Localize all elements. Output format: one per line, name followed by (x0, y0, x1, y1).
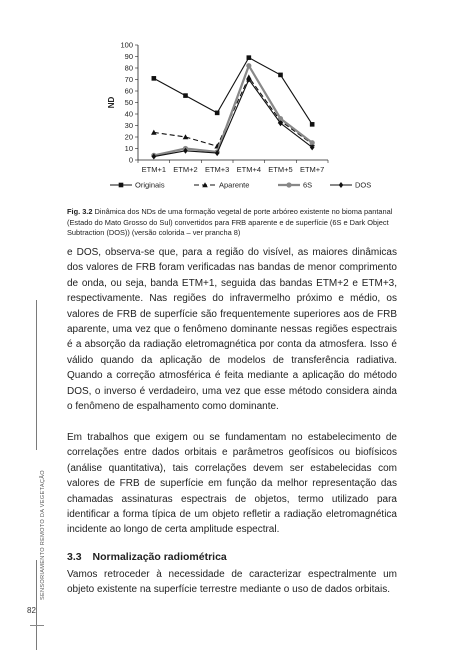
y-axis-title: ND (107, 96, 116, 109)
data-point-originais (215, 111, 220, 116)
legend-marker (119, 183, 124, 188)
x-tick-label: ETM+5 (268, 165, 293, 174)
x-tick-label: ETM+7 (299, 165, 325, 174)
section-heading (67, 551, 397, 563)
data-point-originais (152, 76, 157, 81)
x-tick-label: ETM+4 (236, 165, 262, 174)
figure-label: Fig. 3.2 (67, 207, 93, 216)
data-point-originais (183, 93, 188, 98)
series-line-originais (154, 58, 312, 125)
legend-label: Originais (135, 180, 165, 190)
page-number: 82 (27, 606, 36, 615)
section-number: 3.3 (67, 551, 82, 563)
margin-rule-bottom (36, 560, 37, 650)
paragraph-2: Em trabalhos que exigem ou se fundamentam no estabelecimento de correlações entre dados orbitais e parâmetros geofísicos ou biofísicos (análise quantitativa), tais correlações devem ser estabelecidas com valores de FRB de superfície em função da melhor representação das chamadas assinaturas espectrais de objetos, termo utilizado para identificar a forma típica de um objeto refletir a radiação eletromagnética incidente ao longo de certa amplitude espectral. (67, 432, 397, 536)
legend-marker (286, 182, 291, 187)
y-tick-label: 80 (124, 63, 133, 73)
paragraph-3: Vamos retroceder à necessidade de caracterizar espectralmente um objeto existente na superfície terrestre mediante o uso de dados orbitais. (67, 569, 397, 596)
y-tick-label: 30 (124, 121, 133, 130)
margin-rule-top (36, 300, 37, 450)
x-tick-label: ETM+2 (173, 165, 198, 174)
data-point-6s (246, 63, 251, 68)
data-point-originais (278, 73, 283, 78)
y-tick-label: 50 (124, 98, 133, 107)
x-tick-label: ETM+1 (141, 165, 167, 174)
data-point-aparente (183, 134, 189, 139)
y-tick-label: 40 (124, 109, 133, 119)
y-tick-label: 10 (124, 144, 133, 153)
figure-caption-text: Dinâmica dos NDs de uma formação vegetal de porte arbóreo existente no bioma pantanal (Estado do Mato Grosso do Sul) convertidos para FRB aparente e de superfície (6S e Dark Object Subtraction (DOS)) (versão colorida – ver prancha 8) (67, 207, 393, 238)
legend-label: 6S (303, 180, 313, 190)
data-point-originais (247, 55, 252, 60)
section-title: Normalização radiométrica (92, 551, 227, 563)
y-tick-label: 60 (124, 86, 133, 96)
data-point-originais (310, 122, 315, 127)
line-chart (58, 30, 372, 200)
legend-label: Aparente (219, 180, 250, 190)
y-tick-label: 20 (124, 132, 133, 142)
footer-rule (30, 625, 44, 626)
figure-caption (67, 207, 397, 239)
y-tick-label: 70 (124, 75, 133, 84)
legend-marker (339, 182, 344, 188)
legend-label: DOS (355, 180, 372, 190)
y-tick-label: 0 (128, 155, 133, 165)
series-line-6s (154, 66, 312, 156)
x-tick-label: ETM+3 (204, 165, 230, 174)
running-head: SENSORIAMENTO REMOTO DA VEGETAÇÃO (40, 470, 46, 600)
paragraph-1: e DOS, observa-se que, para a região do visível, as maiores dinâmicas dos valores de FRB foram verificadas nas bandas de menor comprimento de onda, ou seja, banda ETM+1, seguida das bandas ETM+2 e ETM+3, respectivamente. Nas regiões do infravermelho próximo e médio, os valores de FRB de superfície são frequentemente superiores aos de FRB aparente, uma vez que o fenômeno dominante nessas regiões espectrais é a absorção da radiação eletromagnética por conta da atmosfera. Isso é válido quando da aplicação de modelos de transferência radiativa. Quando a correção atmosférica é feita mediante a aplicação do método DOS, o inverso é verdadeiro, uma vez que esse método considera ainda o fenômeno de espalhamento como dominante. (67, 247, 397, 413)
y-tick-label: 90 (124, 52, 133, 61)
y-tick-label: 100 (120, 40, 133, 50)
